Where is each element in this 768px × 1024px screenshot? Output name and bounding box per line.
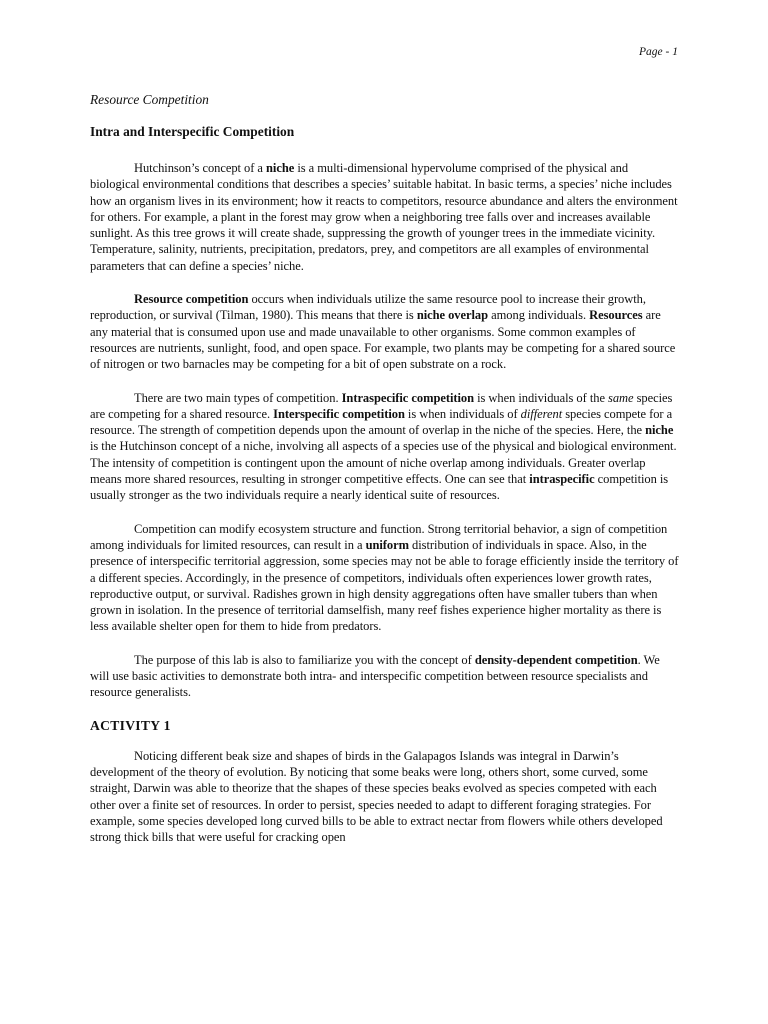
bold-term: density-dependent competition [474,652,638,667]
bold-term: Interspecific competition [273,406,405,421]
italic-term: same [608,390,634,405]
document-body [90,92,680,862]
text-run: distribution of individuals in space. Also, in the presence of interspecific territorial aggression, some species may not be able to forage efficiently inside the territory of a different species. Accordingly, in the presence of competitors, individuals often experiences lower growth rates, reproductive output, or survival. Radishes grown in high density aggregations often have smaller tubers than when grown in isolation. In the presence of territorial damselfish, many reef fishes experience higher mortality as there is less available shelter open for them to hide from predators. [90,537,679,634]
page-number: Page - 1 [639,46,678,58]
text-run: competition is usually stronger as the two individuals require a nearly identical suite of resources. [90,472,669,503]
paragraph-lab-purpose [90,652,680,701]
bold-term: Intraspecific competition [341,390,475,405]
text-run: are any material that is consumed upon use and made unavailable to other organisms. Some common examples of resources are nutrients, sunlight, food, and open space. For example, two plants may be competing for a shared source of nitrogen or two barnacles may be competing for a bit of open substrate on a rock. [90,308,676,372]
text-run: is when individuals of the [474,390,609,405]
paragraph-resource-competition [90,291,680,372]
paragraph-competition-types [90,390,680,504]
text-run: is the Hutchinson concept of a niche, involving all aspects of a species use of the physical and biological environment. The intensity of competition is contingent upon the amount of niche overlap among individuals. Greater overlap means more shared resources, resulting in stronger competitive effects. One can see that [90,439,677,487]
text-run: among individuals. [488,308,590,323]
text-run: species compete for a resource. The strength of competition depends upon the amount of overlap in the niche of the species. Here, the [90,406,673,438]
bold-term: uniform [365,537,409,552]
activity-heading: ACTIVITY 1 [90,717,171,733]
text-run: Competition can modify ecosystem structure and function. Strong territorial behavior, a sign of competition among individuals for limited resources, can result in a [90,521,668,552]
bold-term: niche [645,423,674,438]
text-run: is a multi-dimensional hypervolume comprised of the physical and biological environmental conditions that describes a species’ suitable habitat. In basic terms, a species’ niche includes how an organism lives in its environment; how it reacts to competitors, resource abundance and alters the environment for others. For example, a plant in the forest may grow when a neighboring tree falls over and increases available sunlight. As this tree grows it will create shade, suppressing the growth of younger trees in the immediate vicinity. Temperature, salinity, nutrients, precipitation, predators, prey, and competitors are all examples of environmental parameters that can define a species’ niche. [90,161,678,273]
text-run: There are two main types of competition. [134,390,342,405]
text-run: Noticing different beak size and shapes of birds in the Galapagos Islands was integral in Darwin’s development of the theory of evolution. By noticing that some beaks were long, others short, some curved, some straight, Darwin was able to theorize that the shapes of these species beaks evolved as species competed with each other over a finite set of resources. In order to persist, species needed to adapt to different foraging strategies. For example, some species developed long curved bills to be able to extract nectar from flowers while others developed strong thick bills that were useful for cracking open [90,748,663,845]
paragraph-ecosystem-effects [90,521,680,635]
bold-term: niche [266,161,295,175]
bold-term: intraspecific [529,472,595,487]
paragraph-activity-1 [90,748,680,846]
paragraph-niche [90,160,680,274]
text-run: is when individuals of [404,406,521,421]
text-run: The purpose of this lab is also to familiarize you with the concept of [134,652,475,667]
bold-term: niche overlap [416,308,489,323]
text-run: . We will use basic activities to demonstrate both intra- and interspecific competition between resource specialists and resource generalists. [90,652,660,700]
document-title: Resource Competition [90,92,209,107]
text-run: Hutchinson’s concept of a [134,161,267,175]
section-heading: Intra and Interspecific Competition [90,124,295,139]
italic-term: different [520,406,563,421]
text-run: species are competing for a shared resource. [90,390,673,421]
bold-term: Resource competition [134,292,249,307]
bold-term: Resources [589,308,643,323]
text-run: occurs when individuals utilize the same resource pool to increase their growth, reproduction, or survival (Tilman, 1980). This means that there is [90,292,646,323]
